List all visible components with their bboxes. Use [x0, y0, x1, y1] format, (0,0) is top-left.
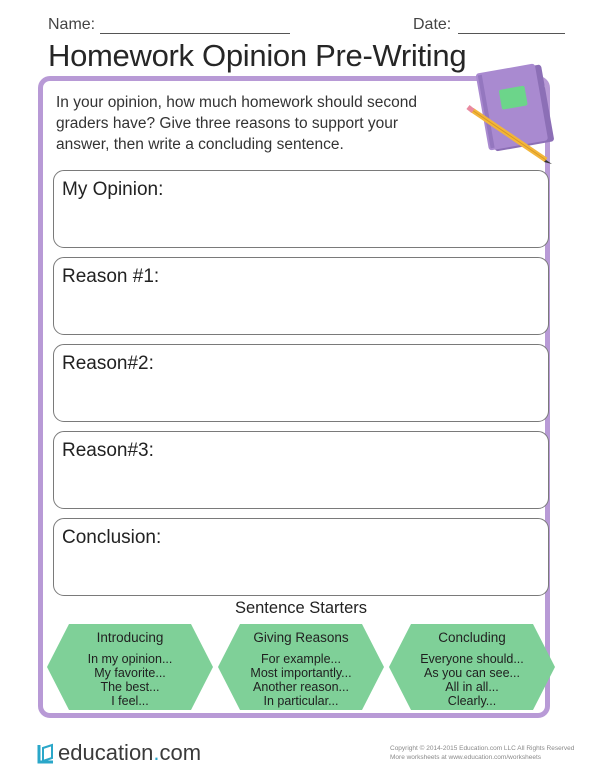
copyright-text — [390, 744, 580, 762]
starter-line: In particular... — [263, 694, 339, 708]
starter-group-title: Concluding — [438, 630, 506, 645]
opinion-box[interactable] — [53, 170, 549, 248]
page-title: Homework Opinion Pre-Writing — [48, 38, 467, 73]
reason-2-box[interactable] — [53, 344, 549, 422]
starter-group-title: Introducing — [96, 630, 164, 645]
book-icon — [462, 58, 562, 168]
starter-group-giving-reasons — [216, 622, 386, 712]
starter-line: Another reason... — [253, 680, 349, 694]
reason-3-box[interactable] — [53, 431, 549, 509]
date-label: Date: — [413, 16, 452, 33]
starter-line: My favorite... — [94, 666, 166, 680]
starter-group-introducing — [45, 622, 215, 712]
copyright-line: Copyright © 2014-2015 Education.com LLC All Rights Reserved — [390, 745, 575, 752]
copyright-line: More worksheets at www.education.com/worksheets — [390, 754, 542, 761]
opinion-label: My Opinion: — [62, 179, 164, 200]
reason-3-label: Reason#3: — [62, 440, 154, 461]
starter-line: For example... — [261, 652, 341, 666]
reason-1-label: Reason #1: — [62, 266, 160, 287]
starter-group-title: Giving Reasons — [253, 630, 349, 645]
date-line[interactable] — [458, 33, 565, 34]
starter-line: Everyone should... — [420, 652, 524, 666]
logo-com: com — [159, 740, 202, 765]
conclusion-box[interactable] — [53, 518, 549, 596]
reason-1-box[interactable] — [53, 257, 549, 335]
instructions-text: In your opinion, how much homework should second graders have? Give three reasons to support your answer, then write a concluding sentence. — [56, 94, 418, 153]
name-line[interactable] — [100, 33, 290, 34]
sentence-starters-title: Sentence Starters — [234, 599, 368, 617]
starter-line: The best... — [100, 680, 160, 694]
starter-line: All in all... — [445, 680, 499, 694]
starter-line: I feel... — [111, 694, 149, 708]
starter-group-concluding — [387, 622, 557, 712]
education-logo-icon — [36, 742, 56, 766]
reason-2-label: Reason#2: — [62, 353, 154, 374]
logo-dot: . — [153, 740, 160, 765]
conclusion-label: Conclusion: — [62, 527, 162, 548]
starter-line: In my opinion... — [87, 652, 173, 666]
name-label: Name: — [48, 16, 96, 33]
starter-line: As you can see... — [424, 666, 520, 680]
education-logo[interactable] — [36, 740, 201, 766]
starter-line: Most importantly... — [250, 666, 352, 680]
logo-text: education — [58, 740, 154, 765]
starter-line: Clearly... — [447, 694, 497, 708]
